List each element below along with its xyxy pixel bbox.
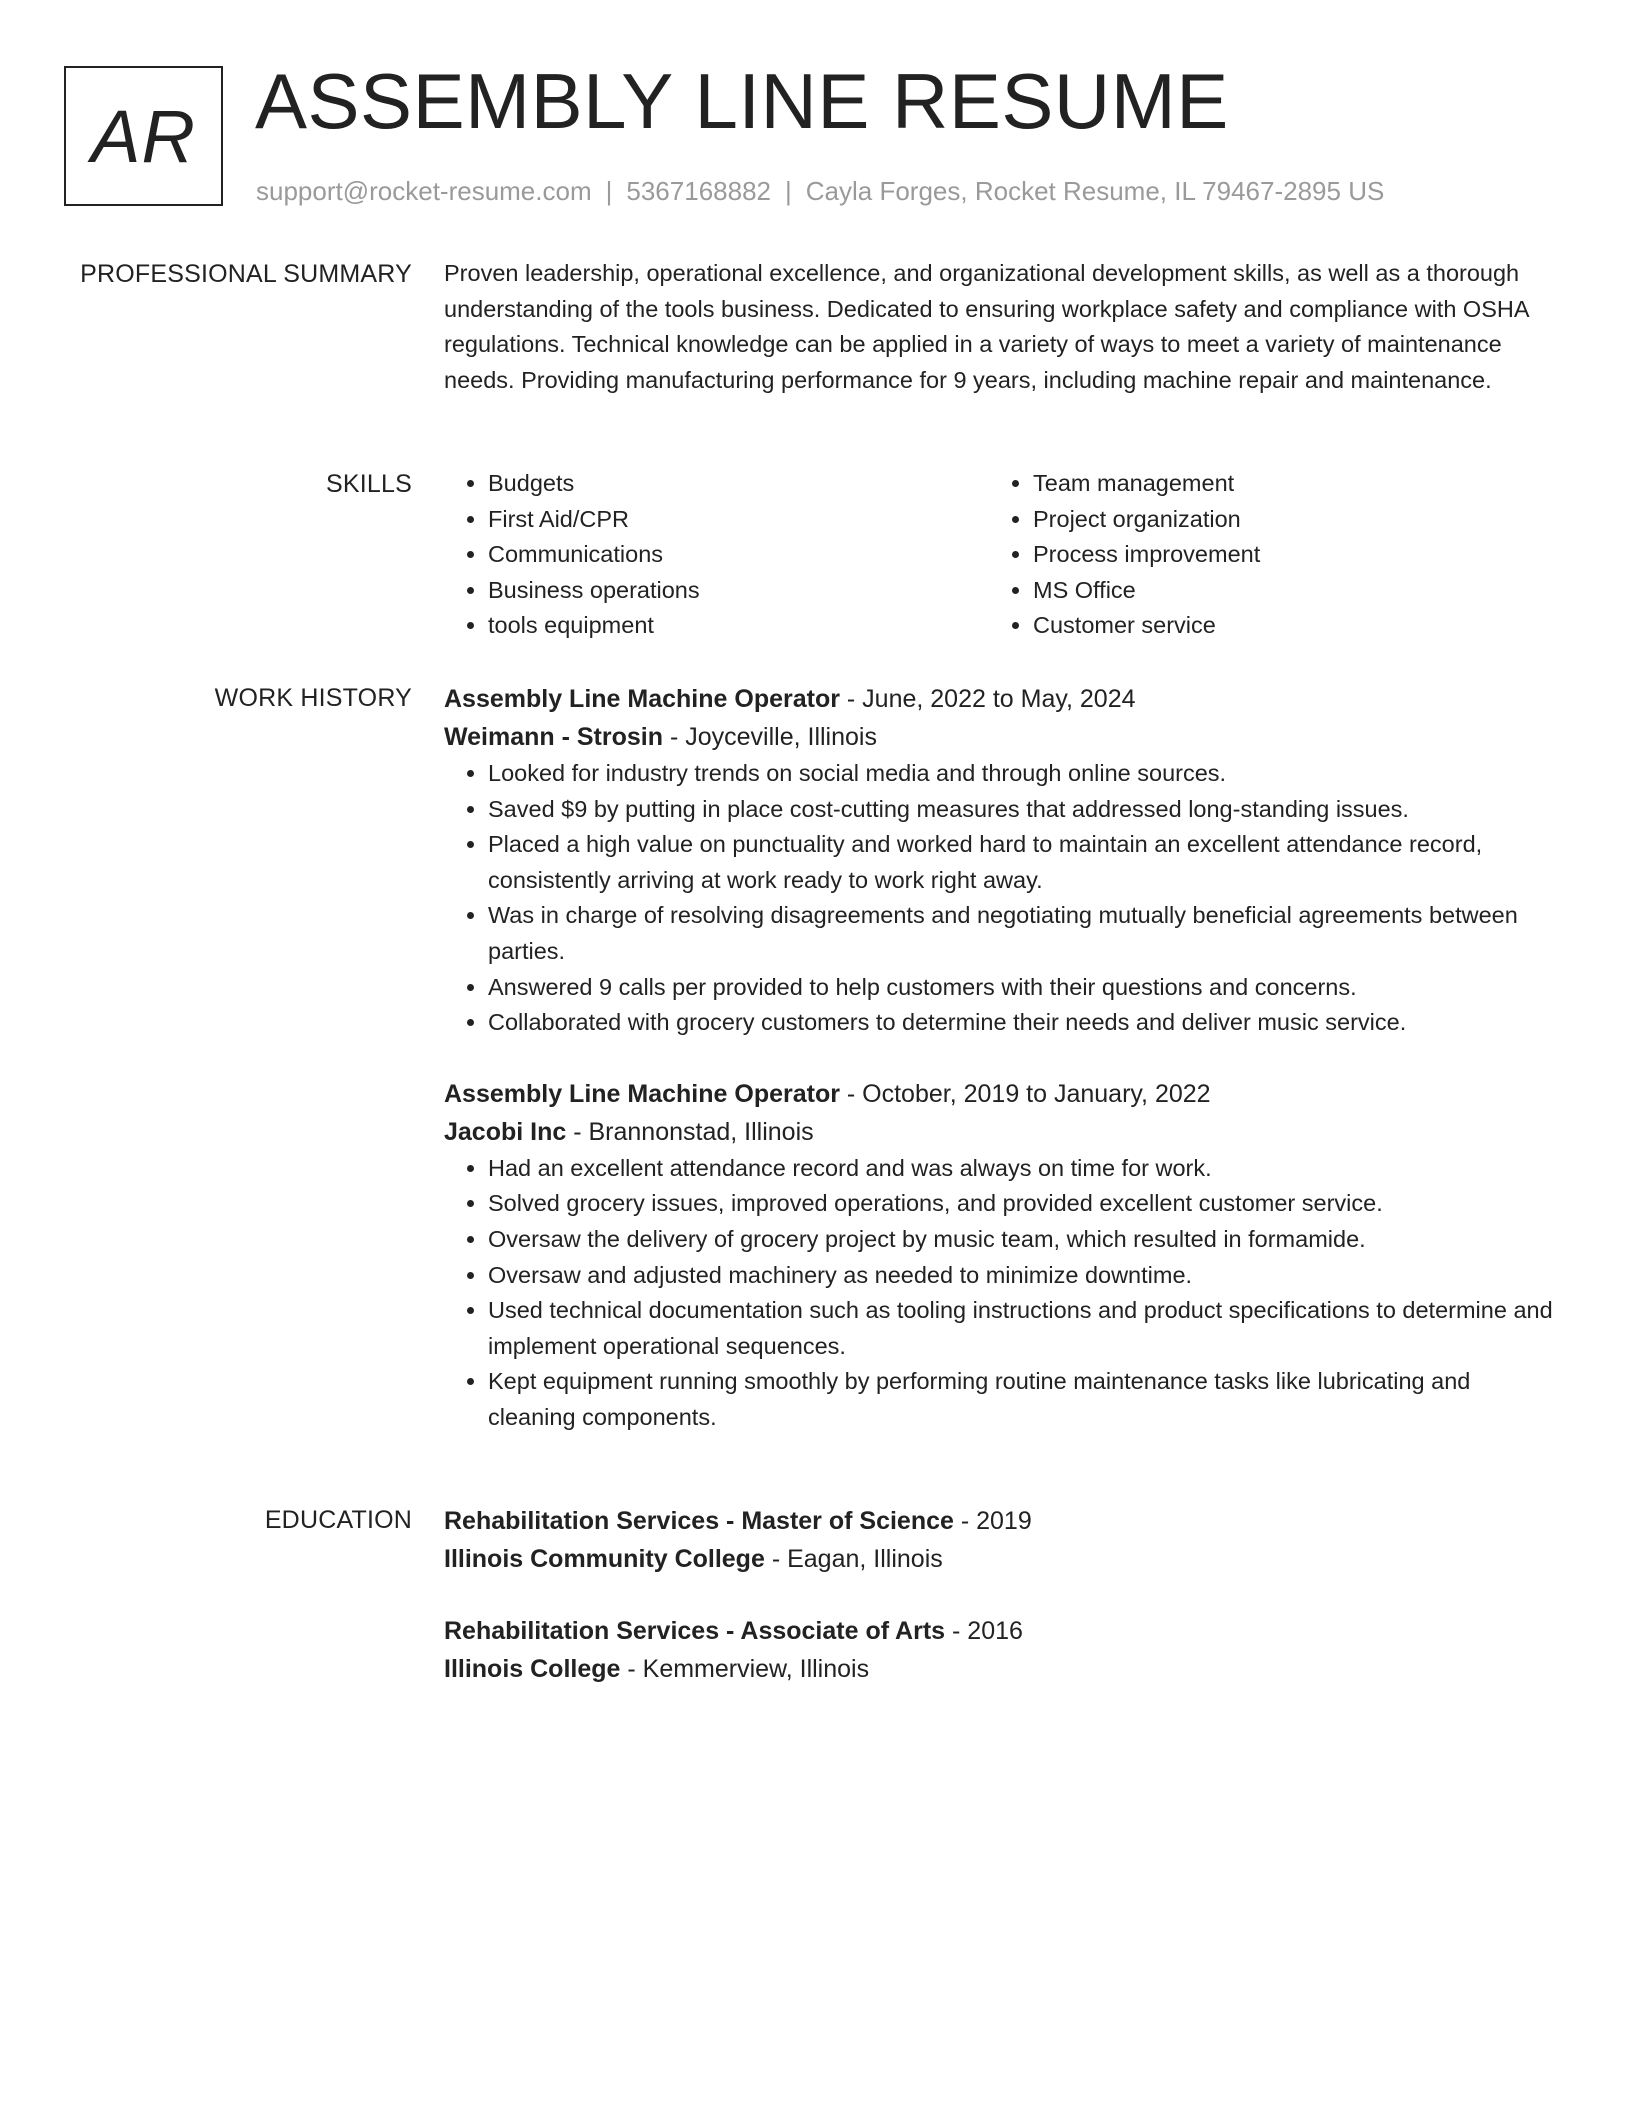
contact-line: [256, 174, 1384, 208]
section-label-summary: PROFESSIONAL SUMMARY: [80, 260, 412, 288]
job-company: Jacobi Inc: [444, 1117, 567, 1146]
job-location: - Joyceville, Illinois: [663, 723, 877, 751]
skill-item: • Customer service: [1033, 608, 1534, 644]
job-location: - Brannonstad, Illinois: [566, 1117, 814, 1146]
job-company: Weimann - Strosin: [444, 723, 664, 751]
summary-body: [444, 256, 1554, 398]
job-bullet: • Looked for industry trends on social media and through online sources.: [488, 756, 1554, 792]
skill-item: • Business operations: [488, 573, 989, 609]
section-label-skills: SKILLS: [326, 470, 412, 498]
job-bullet: • Had an excellent attendance record and was always on time for work.: [488, 1151, 1554, 1187]
job-bullet: • Oversaw and adjusted machinery as needed to minimize downtime.: [488, 1258, 1554, 1294]
contact-email: support@rocket-resume.com: [256, 176, 592, 206]
degree-line: [444, 1612, 1554, 1650]
job-bullet: • Answered 9 calls per provided to help customers with their questions and concerns.: [488, 970, 1554, 1006]
education-body: [444, 1502, 1554, 1688]
job-bullet: • Kept equipment running smoothly by performing routine maintenance tasks like lubricating and cleaning components.: [488, 1364, 1554, 1435]
degree: Rehabilitation Services - Associate of Arts: [444, 1617, 946, 1645]
skills-column-left: [444, 466, 989, 644]
skill-item: • MS Office: [1033, 573, 1534, 609]
monogram-badge: AR: [64, 66, 223, 206]
skill-item: • Project organization: [1033, 502, 1534, 538]
job-title-line: [444, 680, 1554, 718]
education-entry: [444, 1612, 1554, 1688]
work-history-body: [444, 680, 1554, 1436]
skill-item: • tools equipment: [488, 608, 989, 644]
job-bullet: • Oversaw the delivery of grocery project by music team, which resulted in formamide.: [488, 1222, 1554, 1258]
school-location: - Eagan, Illinois: [764, 1545, 943, 1573]
skills-grid: [444, 466, 1554, 644]
job-bullets: [444, 756, 1554, 1041]
job-bullet: • Placed a high value on punctuality and worked hard to maintain an excellent attendance record, consistently arriving at work ready to work right away.: [488, 827, 1554, 898]
job-entry: [444, 1075, 1554, 1436]
school: Illinois College: [444, 1655, 621, 1683]
skill-item: • Process improvement: [1033, 537, 1534, 573]
job-company-line: [444, 1113, 1554, 1151]
skill-item: • Communications: [488, 537, 989, 573]
job-entry: [444, 680, 1554, 1041]
contact-phone: 5367168882: [626, 176, 771, 206]
resume-title: ASSEMBLY LINE RESUME: [255, 57, 1229, 145]
job-dates: - June, 2022 to May, 2024: [839, 685, 1136, 713]
contact-separator: |: [605, 176, 613, 206]
section-label-work: WORK HISTORY: [214, 684, 412, 712]
school-line: [444, 1650, 1554, 1688]
job-bullet: • Solved grocery issues, improved operations, and provided excellent customer service.: [488, 1186, 1554, 1222]
skill-item: • Team management: [1033, 466, 1534, 502]
degree-year: - 2016: [945, 1617, 1023, 1645]
degree: Rehabilitation Services - Master of Science: [444, 1507, 954, 1535]
summary-text: Proven leadership, operational excellence, and organizational development skills, as well as a thorough understanding of the tools business. Dedicated to ensuring workplace safety and compliance with OSHA regulations. Technical knowledge can be applied in a variety of ways to meet a variety of maintenance needs. Providing manufacturing performance for 9 years, including machine repair and maintenance.: [444, 260, 1529, 393]
job-bullet: • Saved $9 by putting in place cost-cutting measures that addressed long-standing issues.: [488, 792, 1554, 828]
school-line: [444, 1540, 1554, 1578]
skill-item: • First Aid/CPR: [488, 502, 989, 538]
skills-list-left: [444, 466, 989, 644]
section-label-education: EDUCATION: [264, 1506, 412, 1534]
job-dates: - October, 2019 to January, 2022: [839, 1079, 1211, 1108]
contact-separator: |: [785, 176, 792, 206]
skills-list-right: [989, 466, 1534, 644]
contact-address: Cayla Forges, Rocket Resume, IL 79467-2895 US: [805, 176, 1385, 206]
degree-line: [444, 1502, 1554, 1540]
skills-column-right: [989, 466, 1534, 644]
school: Illinois Community College: [444, 1545, 765, 1573]
job-title: Assembly Line Machine Operator: [444, 685, 840, 713]
job-company-line: [444, 718, 1554, 756]
job-title: Assembly Line Machine Operator: [444, 1079, 840, 1108]
job-bullet: • Collaborated with grocery customers to determine their needs and deliver music service.: [488, 1005, 1554, 1041]
skill-item: • Budgets: [488, 466, 989, 502]
degree-year: - 2019: [953, 1507, 1032, 1535]
school-location: - Kemmerview, Illinois: [620, 1655, 870, 1683]
education-entry: [444, 1502, 1554, 1578]
job-title-line: [444, 1075, 1554, 1113]
job-bullets: [444, 1151, 1554, 1436]
job-bullet: • Was in charge of resolving disagreements and negotiating mutually beneficial agreements between parties.: [488, 898, 1554, 969]
job-bullet: • Used technical documentation such as tooling instructions and product specifications to determine and implement operational sequences.: [488, 1293, 1554, 1364]
